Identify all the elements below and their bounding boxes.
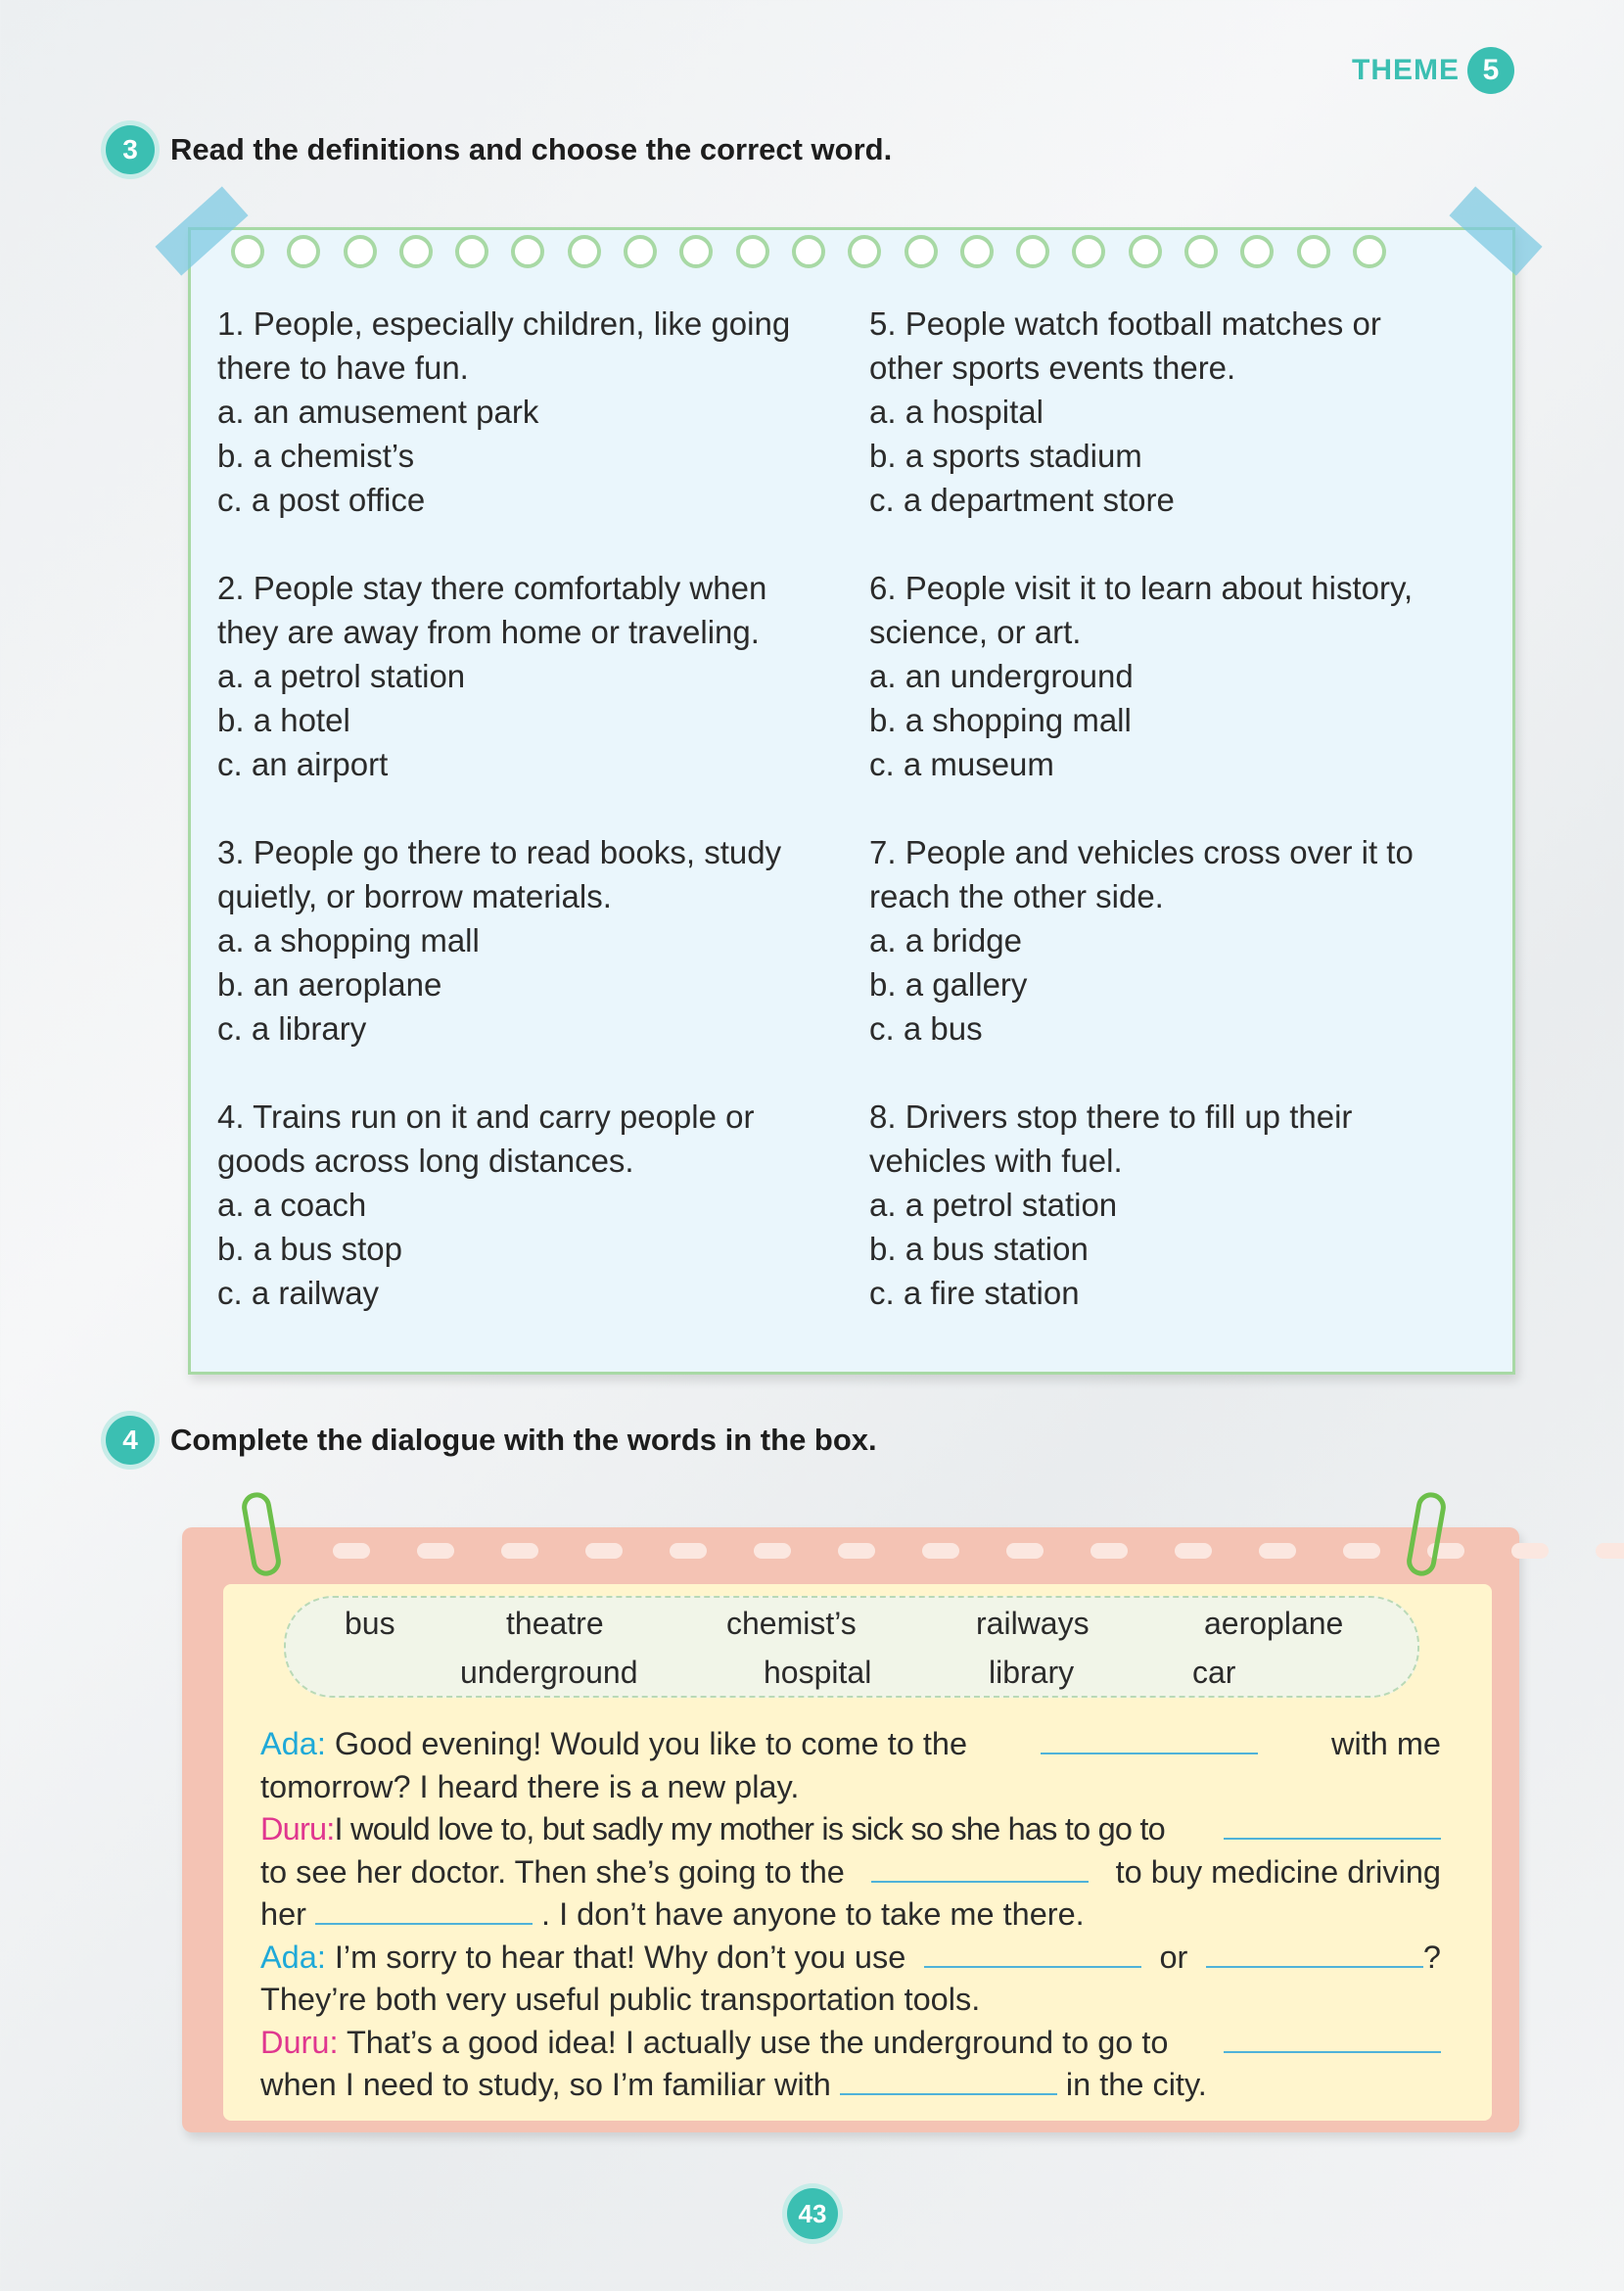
question-text: People go there to read books, study (253, 834, 782, 870)
hole (1343, 1543, 1380, 1559)
exercise-3-heading (106, 125, 892, 174)
option-c[interactable]: c. a department store (869, 482, 1175, 518)
ring (231, 235, 264, 268)
ring (679, 235, 713, 268)
word-library: library (989, 1655, 1075, 1690)
dialogue-text (260, 1723, 1441, 2107)
ring (1129, 235, 1162, 268)
question-number: 2. (217, 570, 245, 606)
question-text-line2: there to have fun. (217, 350, 469, 386)
hole (501, 1543, 538, 1559)
question-3 (217, 830, 844, 1051)
exercise-4-heading (106, 1416, 877, 1465)
dialogue-text-segment: . I don’t have anyone to take me there. (541, 1896, 1085, 1932)
answer-blank-3[interactable] (871, 1851, 1089, 1883)
dialogue-line (260, 2022, 1441, 2065)
question-text: People watch football matches or (905, 305, 1381, 342)
ring (1297, 235, 1330, 268)
hole (333, 1543, 370, 1559)
dialogue-line (260, 1851, 1441, 1894)
theme-number-badge: 5 (1467, 47, 1514, 94)
ring (1072, 235, 1105, 268)
hole (1511, 1543, 1549, 1559)
question-5 (869, 302, 1496, 522)
question-text-line2: other sports events there. (869, 350, 1236, 386)
ring (568, 235, 601, 268)
word-hospital: hospital (764, 1655, 872, 1690)
question-number: 3. (217, 834, 245, 870)
dialogue-text-segment: Good evening! Would you like to come to the (334, 1726, 968, 1761)
dialogue-line (260, 1723, 1441, 1766)
option-b[interactable]: b. a sports stadium (869, 438, 1142, 474)
dialogue-text-segment: to buy medicine driving (1115, 1853, 1441, 1890)
word-aeroplane: aeroplane (1204, 1606, 1344, 1641)
dialogue-text-segment: in the city. (1065, 2067, 1207, 2102)
dialogue-text-segment: ? (1422, 1939, 1441, 1975)
option-a[interactable]: a. a shopping mall (217, 922, 480, 958)
question-number: 6. (869, 570, 897, 606)
exercise-3-number: 3 (106, 125, 155, 174)
answer-blank-1[interactable] (1041, 1723, 1258, 1754)
option-b[interactable]: b. a shopping mall (869, 702, 1132, 738)
question-number: 1. (217, 305, 245, 342)
answer-blank-5[interactable] (924, 1937, 1141, 1968)
option-a[interactable]: a. an underground (869, 658, 1134, 694)
option-b[interactable]: b. a hotel (217, 702, 350, 738)
option-a[interactable]: a. a hospital (869, 394, 1044, 430)
option-a[interactable]: a. a petrol station (869, 1187, 1118, 1223)
question-number: 5. (869, 305, 897, 342)
exercise-3-instruction: Read the definitions and choose the correct word. (170, 132, 893, 166)
exercise-4-number: 4 (106, 1416, 155, 1465)
dialogue-line (260, 2064, 1441, 2107)
ring (287, 235, 320, 268)
option-a[interactable]: a. a petrol station (217, 658, 466, 694)
option-b[interactable]: b. a chemist’s (217, 438, 415, 474)
theme-label (1352, 47, 1514, 94)
speaker-duru: Duru: (260, 2024, 339, 2060)
notebook-rings (231, 235, 1386, 268)
dialogue-text-segment: her (260, 1896, 306, 1932)
ring (1016, 235, 1049, 268)
hole (754, 1543, 791, 1559)
ring (399, 235, 433, 268)
question-4 (217, 1095, 844, 1315)
hole (838, 1543, 875, 1559)
page-number: 43 (787, 2188, 838, 2239)
hole (585, 1543, 623, 1559)
dialogue-line (260, 1937, 1441, 1980)
hole (1175, 1543, 1212, 1559)
ring (624, 235, 657, 268)
ring (1353, 235, 1386, 268)
word-bus: bus (345, 1606, 395, 1641)
dialogue-text-segment: I would love to, but sadly my mother is sick so she has to go to (334, 1811, 1165, 1847)
answer-blank-7[interactable] (1224, 2022, 1441, 2053)
ring (511, 235, 544, 268)
dialogue-text-segment: or (1159, 1939, 1188, 1975)
ring (792, 235, 825, 268)
option-c[interactable]: c. an airport (217, 746, 389, 782)
question-6 (869, 566, 1496, 786)
theme-word: THEME (1352, 54, 1460, 86)
option-b[interactable]: b. a gallery (869, 966, 1028, 1003)
dialogue-line: tomorrow? I heard there is a new play. (260, 1768, 800, 1804)
hole (1596, 1543, 1624, 1559)
word-chemists: chemist’s (726, 1606, 857, 1641)
answer-blank-4[interactable] (315, 1894, 533, 1925)
option-b[interactable]: b. an aeroplane (217, 966, 442, 1003)
word-railways: railways (976, 1606, 1090, 1641)
question-8 (869, 1095, 1496, 1315)
answer-blank-8[interactable] (840, 2064, 1057, 2095)
dialogue-line (260, 1894, 1441, 1937)
ring (1240, 235, 1274, 268)
question-text: People visit it to learn about history, (905, 570, 1414, 606)
ring (848, 235, 881, 268)
dialogue-text-segment: with me (1331, 1726, 1441, 1761)
dialogue-text-segment: That’s a good idea! I actually use the underground to go to (346, 2024, 1169, 2060)
ring (905, 235, 938, 268)
ring (344, 235, 377, 268)
question-text: Trains run on it and carry people or (253, 1099, 755, 1135)
question-text: People stay there comfortably when (253, 570, 767, 606)
ring (455, 235, 488, 268)
hole (922, 1543, 959, 1559)
exercise-4-instruction: Complete the dialogue with the words in the box. (170, 1423, 877, 1457)
dialogue-text-segment: to see her doctor. Then she’s going to the (260, 1853, 845, 1890)
question-text-line2: vehicles with fuel. (869, 1143, 1123, 1179)
question-number: 4. (217, 1099, 245, 1135)
option-c[interactable]: c. a railway (217, 1275, 380, 1311)
option-c[interactable]: c. a library (217, 1010, 367, 1047)
question-text-line2: goods across long distances. (217, 1143, 634, 1179)
ring (1184, 235, 1218, 268)
option-c[interactable]: c. a fire station (869, 1275, 1080, 1311)
option-b[interactable]: b. a bus station (869, 1231, 1089, 1267)
answer-blank-6[interactable] (1206, 1937, 1423, 1968)
hole (1090, 1543, 1128, 1559)
word-box (284, 1596, 1419, 1698)
option-a[interactable]: a. a coach (217, 1187, 367, 1223)
question-text-line2: science, or art. (869, 614, 1082, 650)
option-b[interactable]: b. a bus stop (217, 1231, 402, 1267)
hole (1259, 1543, 1296, 1559)
speaker-ada: Ada: (260, 1726, 326, 1761)
option-a[interactable]: a. an amusement park (217, 394, 539, 430)
word-car: car (1192, 1655, 1236, 1690)
hole (1006, 1543, 1044, 1559)
speaker-duru: Duru: (260, 1811, 335, 1847)
question-text-line2: reach the other side. (869, 878, 1164, 914)
question-text: Drivers stop there to fill up their (905, 1099, 1353, 1135)
question-text: People and vehicles cross over it to (905, 834, 1414, 870)
dialogue-line (260, 1808, 1441, 1851)
answer-blank-2[interactable] (1224, 1808, 1441, 1840)
question-7 (869, 830, 1496, 1051)
option-c[interactable]: c. a bus (869, 1010, 983, 1047)
option-a[interactable]: a. a bridge (869, 922, 1022, 958)
dialogue-text-segment: when I need to study, so I’m familiar with (260, 2067, 831, 2102)
option-c[interactable]: c. a post office (217, 482, 426, 518)
word-theatre: theatre (506, 1606, 604, 1641)
ring (736, 235, 769, 268)
question-1 (217, 302, 844, 522)
ring (960, 235, 994, 268)
speaker-ada: Ada: (260, 1939, 326, 1975)
question-text-line2: quietly, or borrow materials. (217, 878, 612, 914)
question-text: People, especially children, like going (253, 305, 791, 342)
question-number: 8. (869, 1099, 897, 1135)
hole (417, 1543, 454, 1559)
question-2 (217, 566, 844, 786)
option-c[interactable]: c. a museum (869, 746, 1054, 782)
dialogue-line: They’re both very useful public transportation tools. (260, 1982, 981, 2017)
question-text-line2: they are away from home or traveling. (217, 614, 760, 650)
question-number: 7. (869, 834, 897, 870)
word-underground: underground (460, 1655, 638, 1690)
hole (670, 1543, 707, 1559)
dialogue-text-segment: I’m sorry to hear that! Why don’t you use (334, 1939, 906, 1975)
